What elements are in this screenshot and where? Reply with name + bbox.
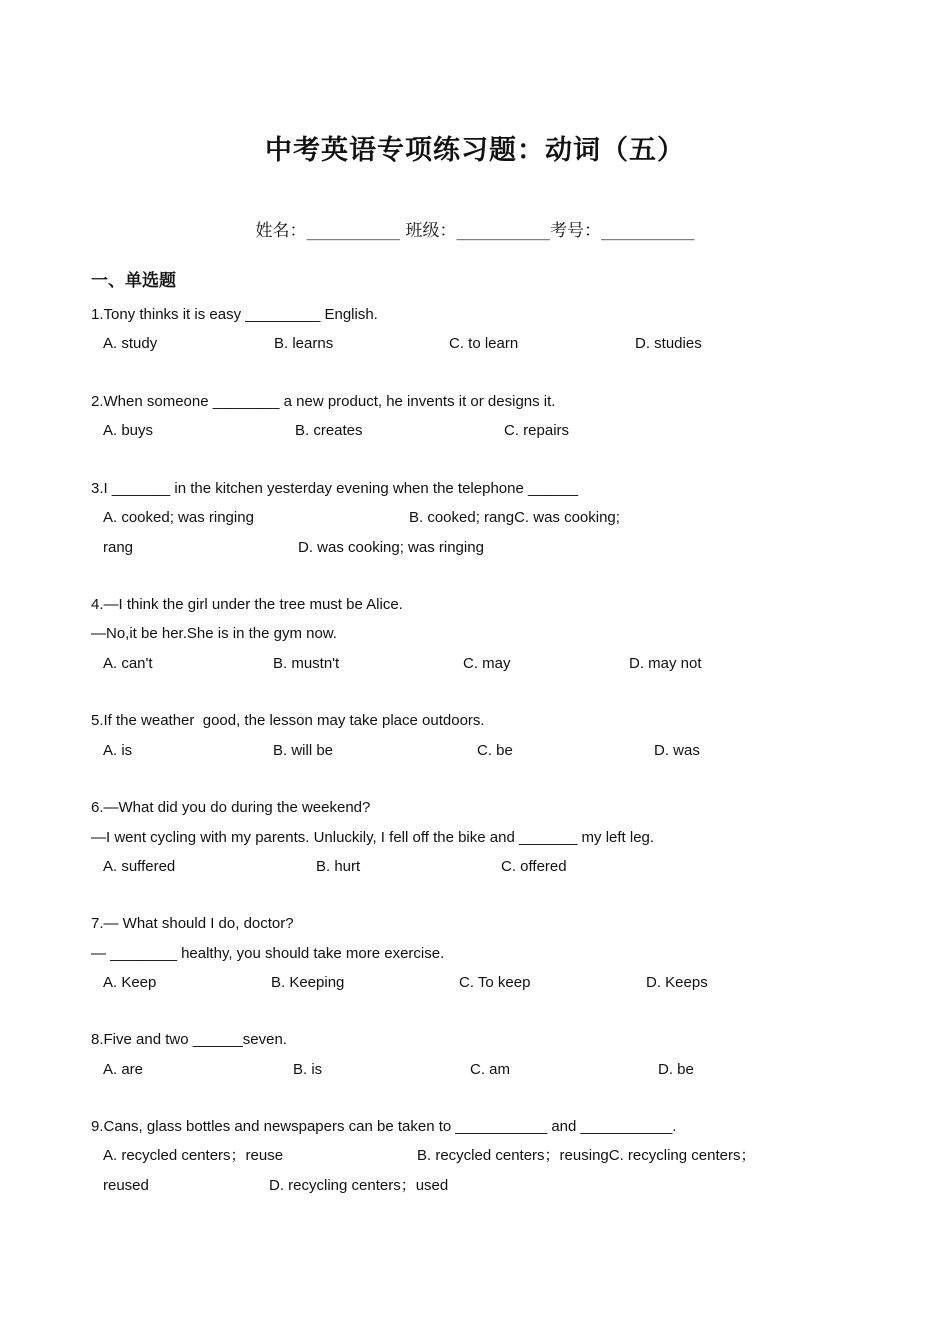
question-4-option-a: A. can't — [103, 655, 153, 672]
question-3-text: 3.I _______ in the kitchen yesterday evening when the telephone ______ — [91, 480, 579, 497]
question-9-option-a: A. recycled centers；reuse — [103, 1147, 284, 1164]
question-8-option-b: B. is — [293, 1061, 323, 1078]
question-5-option-d: D. was — [654, 742, 700, 759]
question-7-option-a: A. Keep — [103, 974, 157, 991]
question-6-option-a: A. suffered — [103, 858, 176, 875]
question-5-option-c: C. be — [477, 742, 513, 759]
question-4-text: 4.—I think the girl under the tree must be Alice. — [91, 596, 403, 613]
question-9-text: 9.Cans, glass bottles and newspapers can be taken to ___________ and ___________. — [91, 1118, 677, 1135]
question-1-text: 1.Tony thinks it is easy _________ English. — [91, 306, 378, 323]
question-3-option-a: A. cooked; was ringing — [103, 509, 254, 526]
question-1-option-a: A. study — [103, 335, 158, 352]
question-2-option-b: B. creates — [295, 422, 363, 439]
question-7-option-c: C. To keep — [459, 974, 531, 991]
section-heading: 一、单选题 — [91, 271, 176, 291]
question-4-text-line-2: —No,it be her.She is in the gym now. — [91, 625, 337, 642]
question-7-option-b: B. Keeping — [271, 974, 345, 991]
question-8-text: 8.Five and two ______seven. — [91, 1031, 287, 1048]
question-1-option-d: D. studies — [635, 335, 702, 352]
question-6-text: 6.—What did you do during the weekend? — [91, 799, 371, 816]
question-8-option-d: D. be — [658, 1061, 694, 1078]
question-6-text-line-2: —I went cycling with my parents. Unluckily, I fell off the bike and _______ my left leg. — [91, 829, 655, 846]
page-title: 中考英语专项练习题：动词（五） — [265, 135, 685, 166]
question-1-option-b: B. learns — [274, 335, 334, 352]
question-2-option-c: C. repairs — [504, 422, 570, 439]
question-6-option-c: C. offered — [501, 858, 567, 875]
student-info-line: 姓名：___________ 班级：___________考号：___________ — [255, 221, 695, 241]
question-9-option-bc: B. recycled centers；reusingC. recycling centers； — [417, 1147, 756, 1164]
question-7-text-line-2: — ________ healthy, you should take more exercise. — [91, 945, 445, 962]
question-3-option-bc: B. cooked; rangC. was cooking; — [409, 509, 620, 526]
question-9-option-d: D. recycling centers；used — [269, 1177, 449, 1194]
question-8-option-a: A. are — [103, 1061, 144, 1078]
question-3-option-d: D. was cooking; was ringing — [298, 539, 484, 556]
question-6-option-b: B. hurt — [316, 858, 361, 875]
question-1-option-c: C. to learn — [449, 335, 519, 352]
question-5-text: 5.If the weather good, the lesson may take place outdoors. — [91, 712, 485, 729]
question-8-option-c: C. am — [470, 1061, 511, 1078]
question-4-option-b: B. mustn't — [273, 655, 340, 672]
question-2-option-a: A. buys — [103, 422, 154, 439]
question-4-option-d: D. may not — [629, 655, 702, 672]
question-7-text: 7.— What should I do, doctor? — [91, 915, 294, 932]
question-2-text: 2.When someone ________ a new product, he invents it or designs it. — [91, 393, 556, 410]
question-7-option-d: D. Keeps — [646, 974, 708, 991]
question-4-option-c: C. may — [463, 655, 511, 672]
question-5-option-b: B. will be — [273, 742, 334, 759]
question-3-option-c-continued: rang — [103, 539, 134, 556]
question-5-option-a: A. is — [103, 742, 133, 759]
question-9-option-c-continued: reused — [103, 1177, 149, 1194]
